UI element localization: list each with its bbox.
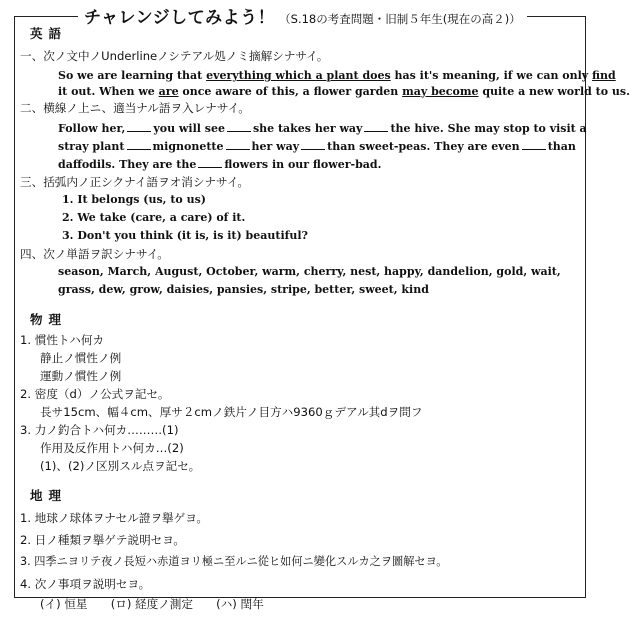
- english-q1-line2: [58, 85, 630, 99]
- page-subtitle: （S.18の考査問題・旧制５年生(現在の高２)）: [279, 12, 521, 26]
- english-q2-line3: [58, 157, 381, 172]
- fill-blank: [198, 157, 222, 168]
- section-heading-english: 英語: [30, 26, 68, 41]
- english-q2-prompt: 二、横線ノ上ニ、適当ナル語ヲ入レナサイ。: [20, 101, 250, 115]
- q1-underline: find: [592, 69, 616, 82]
- q2-text: she takes her way: [252, 122, 363, 135]
- english-q2-line1: [58, 121, 587, 136]
- english-q3-item: 3. Don't you think (it is, is it) beautiful?: [62, 229, 308, 242]
- q1-text: quite a new world to us.: [478, 85, 630, 98]
- geography-item: 3. 四季ニヨリテ夜ノ長短ハ赤道ヨリ極ニ至ルニ從ヒ如何ニ變化スルカ之ヲ圖解セヨ。: [20, 555, 448, 568]
- fill-blank: [127, 139, 151, 150]
- q2-text: you will see: [153, 122, 225, 135]
- q1-text: once aware of this, a flower garden: [178, 85, 403, 98]
- english-q4-prompt: 四、次ノ単語ヲ訳シナサイ。: [20, 247, 169, 261]
- geography-item: 2. 日ノ種類ヲ擧ゲテ説明セヨ。: [20, 533, 186, 547]
- physics-item: 運動ノ慣性ノ例: [40, 369, 122, 383]
- q1-underline: may become: [402, 85, 479, 98]
- q2-text: than sweet-peas. They are even: [327, 140, 520, 153]
- q2-text: mignonette: [152, 140, 224, 153]
- q2-text: flowers in our flower-bad.: [224, 158, 382, 171]
- physics-item: 1. 慣性トハ何カ: [20, 333, 105, 347]
- physics-item: 2. 密度（d）ノ公式ヲ記セ。: [20, 387, 170, 401]
- fill-blank: [364, 121, 388, 132]
- fill-blank: [226, 139, 250, 150]
- fill-blank: [127, 121, 151, 132]
- q2-text: stray plant: [58, 140, 125, 153]
- section-heading-physics: 物理: [30, 312, 68, 327]
- english-q2-line2: [58, 139, 576, 154]
- physics-item: (1)、(2)ノ区別スル点ヲ記セ。: [40, 459, 201, 473]
- physics-item: 静止ノ慣性ノ例: [40, 351, 122, 365]
- page-title: チャレンジしてみよう！: [84, 8, 276, 28]
- english-q4-words-line2: grass, dew, grow, daisies, pansies, stripe, better, sweet, kind: [58, 283, 429, 296]
- english-q1-prompt: 一、次ノ文中ノUnderlineノシテアル処ノミ摘解シナサイ。: [20, 49, 329, 63]
- physics-item: 長サ15cm、幅４cm、厚サ２cmノ鉄片ノ目方ハ9360ｇデアル其dヲ問フ: [40, 405, 423, 419]
- geography-item: 4. 次ノ事項ヲ説明セヨ。: [20, 577, 151, 591]
- q2-text: the hive. She may stop to visit a: [390, 122, 587, 135]
- q2-text: daffodils. They are the: [58, 158, 197, 171]
- fill-blank: [227, 121, 251, 132]
- geography-item: 1. 地球ノ球体ヲナセル證ヲ擧ゲヨ。: [20, 511, 208, 525]
- q2-text: Follow her,: [58, 122, 126, 135]
- q1-text: So we are learning that: [58, 69, 207, 82]
- q2-text: her way: [251, 140, 300, 153]
- title-block: [78, 3, 527, 28]
- q1-text: has it's meaning, if we can only: [390, 69, 593, 82]
- q2-text: than: [547, 140, 576, 153]
- english-q1-line1: [58, 69, 616, 83]
- physics-item: 作用及反作用トハ何カ…(2): [40, 441, 184, 455]
- english-q3-prompt: 三、括弧内ノ正シクナイ語ヲオ消シナサイ。: [20, 175, 249, 189]
- section-heading-geography: 地理: [30, 488, 68, 503]
- fill-blank: [301, 139, 325, 150]
- english-q3-item: 1. It belongs (us, to us): [62, 193, 206, 206]
- q1-underline: everything which a plant does: [206, 69, 391, 82]
- fill-blank: [522, 139, 546, 150]
- physics-item: 3. 力ノ釣合トハ何カ………(1): [20, 423, 179, 437]
- english-q4-words-line1: season, March, August, October, warm, cherry, nest, happy, dandelion, gold, wait,: [58, 265, 561, 278]
- english-q3-item: 2. We take (care, a care) of it.: [62, 211, 246, 224]
- q1-underline: are: [158, 85, 179, 98]
- q1-text: it out. When we: [58, 85, 159, 98]
- geography-item: (イ) 恒星 (ロ) 経度ノ測定 (ハ) 閏年: [40, 597, 264, 611]
